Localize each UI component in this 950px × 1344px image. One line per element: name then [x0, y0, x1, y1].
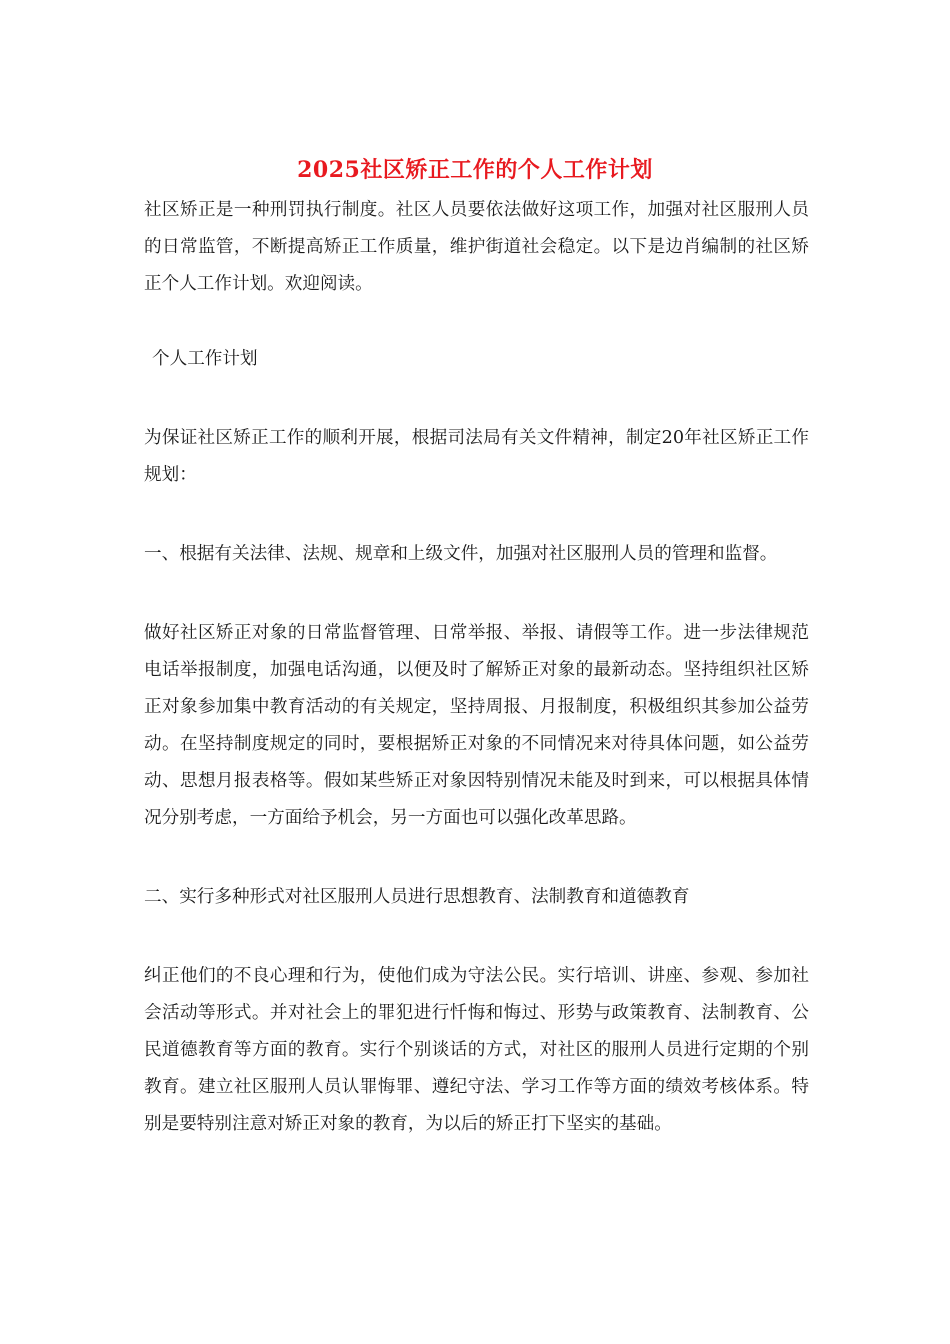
intro-paragraph: 社区矫正是一种刑罚执行制度。社区人员要依法做好这项工作，加强对社区服刑人员的日常监管，不断提高矫正工作质量，维护街道社会稳定。以下是边肖编制的社区矫正个人工作计划。欢迎阅读。 — [144, 200, 809, 294]
section-one-heading: 一、根据有关法律、法规、规章和上级文件，加强对社区服刑人员的管理和监督。 — [144, 544, 778, 564]
section-two-body: 纠正他们的不良心理和行为，使他们成为守法公民。实行培训、讲座、参观、参加社会活动等形式。并对社会上的罪犯进行忏悔和悔过、形势与政策教育、法制教育、公民道德教育等方面的教育。实行个别谈话的方式，对社区的服刑人员进行定期的个别教育。建立社区服刑人员认罪悔罪、遵纪守法、学习工作等方面的绩效考核体系。特别是要特别注意对矫正对象的教育，为以后的矫正打下坚实的基础。 — [144, 966, 809, 1134]
section-two-heading: 二、实行多种形式对社区服刑人员进行思想教育、法制教育和道德教育 — [144, 887, 690, 907]
section-heading-personal-plan: 个人工作计划 — [152, 349, 258, 369]
document-title: 2025社区矫正工作的个人工作计划 — [297, 157, 653, 183]
document-body — [144, 192, 809, 1185]
plan-purpose-paragraph: 为保证社区矫正工作的顺利开展，根据司法局有关文件精神，制定20年社区矫正工作规划： — [144, 428, 809, 485]
section-one-body: 做好社区矫正对象的日常监督管理、日常举报、举报、请假等工作。进一步法律规范电话举报制度，加强电话沟通，以便及时了解矫正对象的最新动态。坚持组织社区矫正对象参加集中教育活动的有关规定，坚持周报、月报制度，积极组织其参加公益劳动。在坚持制度规定的同时，要根据矫正对象的不同情况来对待具体问题，如公益劳动、思想月报表格等。假如某些矫正对象因特别情况未能及时到来，可以根据具体情况分别考虑，一方面给予机会，另一方面也可以强化改革思路。 — [144, 623, 809, 828]
